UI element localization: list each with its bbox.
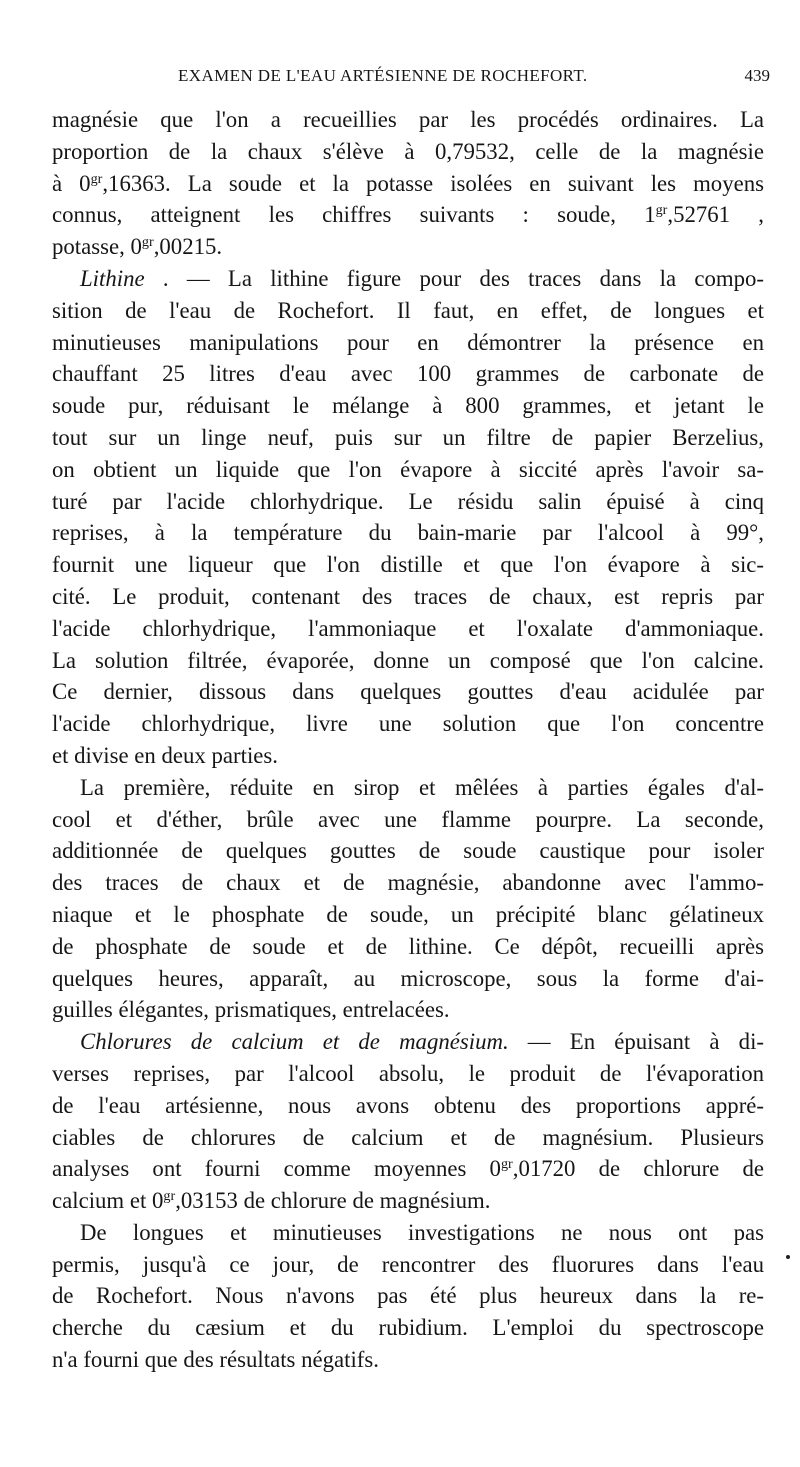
- text-line: on obtient un liquide que l'on évapore à siccité après l'avoir sa-: [52, 456, 764, 482]
- unit-superscript: gr: [500, 1156, 513, 1173]
- text-line: l'acide chlorhydrique, livre une solution que l'on concentre: [52, 711, 764, 737]
- text-line: Ce dernier, dissous dans quelques gouttes d'eau acidulée par: [52, 679, 764, 705]
- text-line: magnésie que l'on a recueillies par les procédés ordinaires. La: [52, 107, 764, 132]
- unit-superscript: gr: [141, 234, 154, 251]
- text-line: calcium et $0^{gr},03153$ de chlorure de magnésium.: [52, 1188, 491, 1214]
- text-line: cool et d'éther, brûle avec une flamme pourpre. La seconde,: [52, 806, 764, 832]
- text-line: de l'eau artésienne, nous avons obtenu des proportions appré-: [52, 1092, 764, 1118]
- section-label-chlorures: Chlorures de calcium et de magnésium.: [80, 1029, 509, 1055]
- text-line: proportion de la chaux s'élève à 0,79532, celle de la magnésie: [52, 138, 764, 164]
- text-line: turé par l'acide chlorhydrique. Le résidu salin épuisé à cinq: [52, 488, 764, 514]
- text-line: La première, réduite en sirop et mêlées à parties égales d'al-: [80, 774, 764, 800]
- text-line: La solution filtrée, évaporée, donne un composé que l'on calcine.: [52, 647, 764, 673]
- text-line: guilles élégantes, prismatiques, entrelacées.: [52, 997, 450, 1023]
- text-line: ciables de chlorures de calcium et de magnésium. Plusieurs: [52, 1124, 764, 1150]
- text-line: permis, jusqu'à ce jour, de rencontrer des fluorures dans l'eau: [52, 1251, 764, 1277]
- text-line: Chlorures de calcium et de magnésium. — En épuisant à di-: [80, 1029, 764, 1055]
- page-number: 439: [744, 66, 770, 85]
- text-line: quelques heures, apparaît, au microscope, sous la forme d'ai-: [52, 965, 764, 991]
- text-line: additionnée de quelques gouttes de soude caustique pour isoler: [52, 838, 764, 864]
- page-header: [52, 66, 770, 90]
- text-line: minutieuses manipulations pour en démontrer la présence en: [52, 329, 764, 355]
- text-line: fournit une liqueur que l'on distille et que l'on évapore à sic-: [52, 552, 764, 578]
- text-line: potasse, $0^{gr},00215$.: [52, 234, 223, 260]
- section-label-lithine: Lithine: [80, 265, 145, 291]
- text-line: Lithine . — La lithine figure pour des traces dans la compo-: [80, 265, 764, 291]
- text-line: connus, atteignent les chiffres suivants : soude, $1^{gr},52761$ ,: [52, 202, 765, 228]
- text-line: chauffant 25 litres d'eau avec 100 grammes de carbonate de: [52, 361, 764, 387]
- text-line: à $0^{gr},16363$. La soude et la potasse isolées en suivant les moyens: [52, 170, 764, 196]
- text-line: tout sur un linge neuf, puis sur un filtre de papier Berzelius,: [52, 424, 764, 450]
- text-line: de phosphate de soude et de lithine. Ce dépôt, recueilli après: [52, 933, 764, 959]
- text-line: analyses ont fourni comme moyennes $0^{gr},01720$ de chlorure de: [52, 1156, 764, 1182]
- text-line: soude pur, réduisant le mélange à 800 grammes, et jetant le: [52, 393, 764, 419]
- text-line: n'a fourni que des résultats négatifs.: [52, 1347, 379, 1373]
- text-line: De longues et minutieuses investigations ne nous ont pas: [80, 1219, 764, 1245]
- body-text: [52, 104, 764, 1376]
- text-line: verses reprises, par l'alcool absolu, le produit de l'évaporation: [52, 1060, 764, 1086]
- unit-superscript: gr: [163, 1188, 176, 1205]
- text-line: niaque et le phosphate de soude, un précipité blanc gélatineux: [52, 901, 764, 927]
- text-line: cherche du cæsium et du rubidium. L'emploi du spectroscope: [52, 1315, 764, 1341]
- text-line: l'acide chlorhydrique, l'ammoniaque et l'oxalate d'ammoniaque.: [52, 615, 764, 641]
- unit-superscript: gr: [90, 170, 103, 187]
- running-title: EXAMEN DE L'EAU ARTÉSIENNE DE ROCHEFORT.: [178, 66, 588, 85]
- text-line: reprises, à la température du bain-marie par l'alcool à 99°,: [52, 520, 764, 546]
- text-line: cité. Le produit, contenant des traces de chaux, est repris par: [52, 583, 764, 609]
- unit-superscript: gr: [655, 202, 668, 219]
- text-line: sition de l'eau de Rochefort. Il faut, en effet, de longues et: [52, 297, 764, 323]
- text-line: des traces de chaux et de magnésie, abandonne avec l'ammo-: [52, 870, 764, 896]
- text-line: et divise en deux parties.: [52, 742, 278, 768]
- margin-dot: [786, 1255, 790, 1259]
- text-line: de Rochefort. Nous n'avons pas été plus heureux dans la re-: [52, 1283, 764, 1309]
